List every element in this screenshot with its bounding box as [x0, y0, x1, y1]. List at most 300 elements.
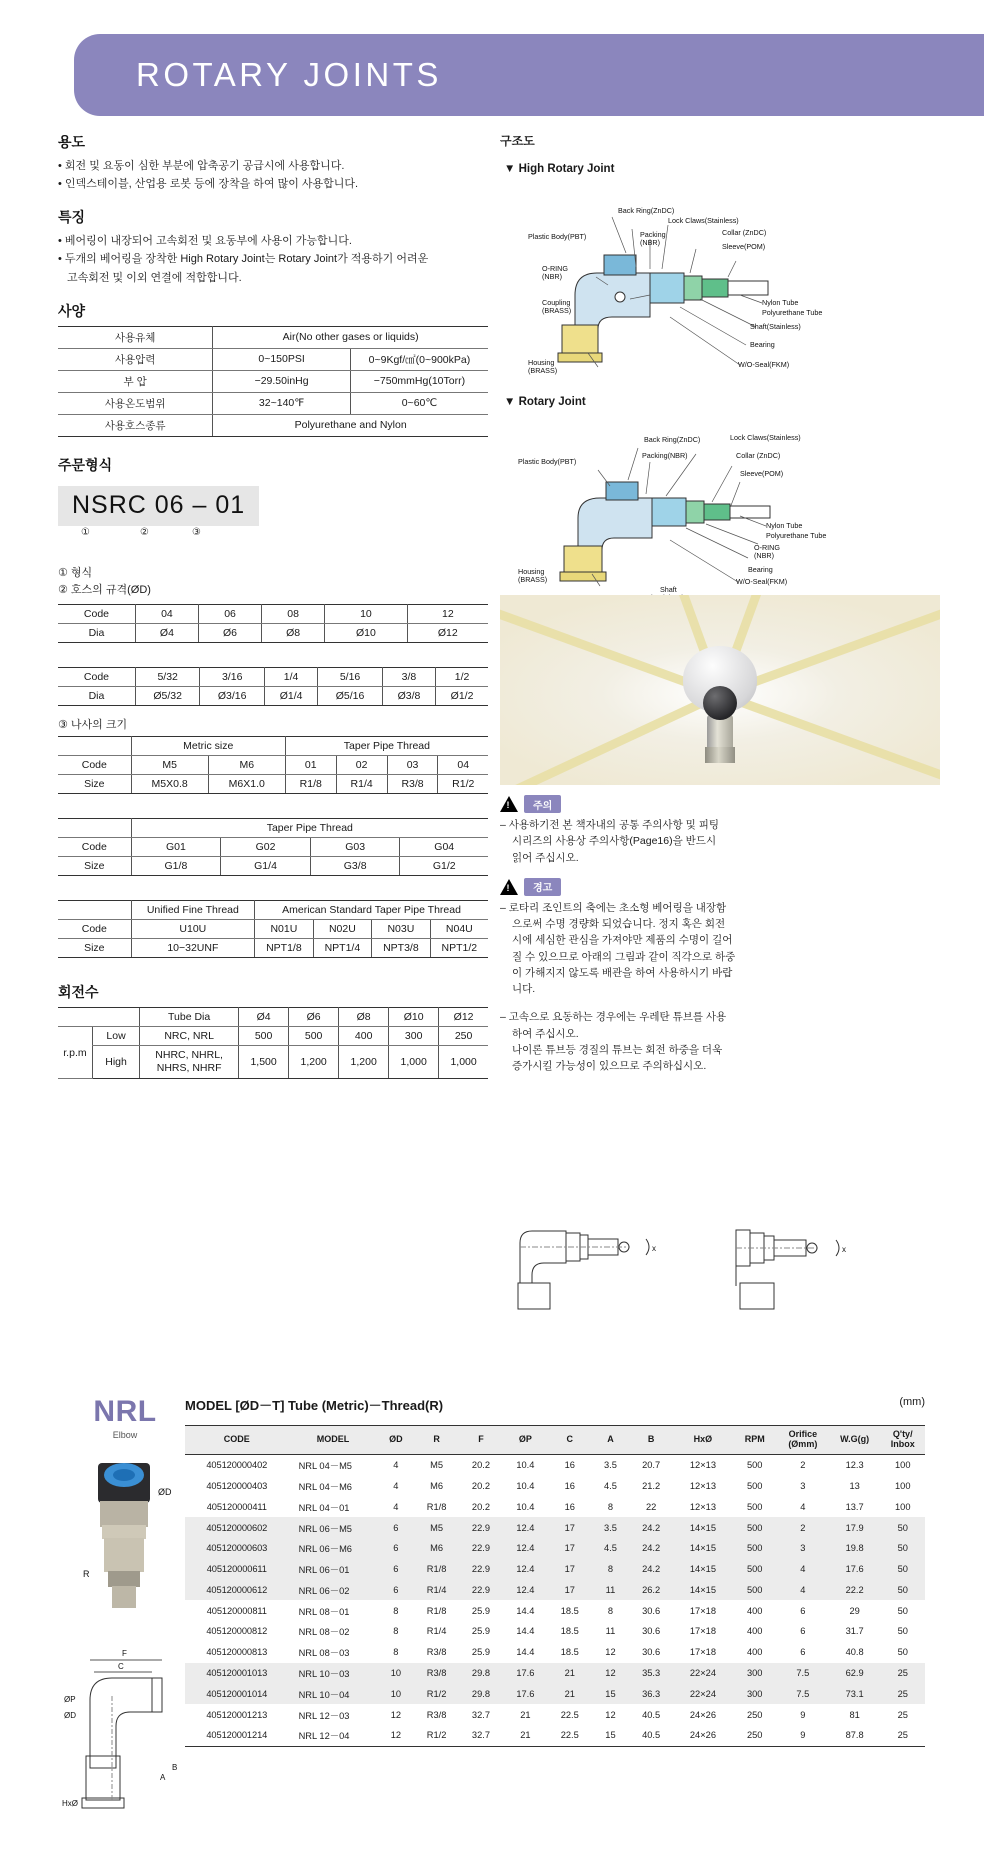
cell: Ø8 [339, 1007, 389, 1026]
cell: 10.4 [516, 1501, 535, 1512]
order-mark-3: ③ [192, 526, 201, 538]
cell: 12 [605, 1709, 616, 1720]
group-head: Taper Pipe Thread [285, 736, 488, 755]
cell-code: 405120000403 [206, 1480, 268, 1491]
cell: R1/4 [336, 774, 387, 793]
table-row [58, 604, 488, 623]
cell: 500 [733, 1579, 777, 1600]
cell: M5 [131, 755, 208, 774]
cell: R1/2 [414, 1725, 458, 1746]
usage-list [58, 157, 488, 193]
cell: 13.7 [845, 1501, 864, 1512]
spec-table [58, 326, 488, 437]
product-thumbnail [78, 1455, 188, 1620]
cell: 19.8 [829, 1538, 881, 1559]
cell: 10.4 [516, 1460, 535, 1471]
cell: 32.7 [471, 1709, 491, 1720]
rotary-joint-diagram [500, 410, 940, 600]
col-r: R [414, 1426, 458, 1455]
usage-heading: 용도 [58, 134, 86, 150]
cell: 18.5 [560, 1605, 579, 1616]
cell: 9 [800, 1709, 806, 1720]
cell-code: 405120000811 [206, 1605, 267, 1616]
cell: 04 [135, 604, 198, 623]
rotary-joint-svg [500, 410, 940, 600]
cell: 4 [393, 1501, 399, 1512]
cell: M6X1.0 [208, 774, 285, 793]
cell: 12.3 [845, 1460, 864, 1471]
cell: 20.2 [471, 1501, 491, 1512]
cell: 17.6 [503, 1663, 547, 1684]
cell: 50 [897, 1647, 908, 1658]
cell: 08 [262, 604, 325, 623]
spec-value: 0~150PSI [213, 348, 351, 370]
cell: 20.7 [642, 1460, 661, 1471]
svg-text:Collar (ZnDC): Collar (ZnDC) [722, 228, 767, 237]
cell: 40.5 [629, 1725, 673, 1746]
cell: 16 [564, 1501, 575, 1512]
cell: 16 [564, 1460, 575, 1471]
features-heading: 특징 [58, 209, 86, 226]
spec-value: 32~140℉ [213, 392, 351, 414]
group-head: Unified Fine Thread [131, 900, 255, 919]
cell-model: NRL 10－04 [289, 1683, 378, 1704]
spec-value: 0~60℃ [350, 392, 488, 414]
cell: 1,000 [439, 1045, 488, 1078]
cell: 26.2 [629, 1579, 673, 1600]
thread-g-table [58, 818, 488, 876]
high-rotary-joint-svg [500, 177, 940, 392]
table-row [58, 370, 488, 392]
col-hxo: HxØ [673, 1426, 732, 1455]
table-row [58, 938, 488, 957]
col-head: Code [58, 837, 131, 856]
cell: 29.8 [459, 1683, 503, 1704]
cell: 12.4 [503, 1559, 547, 1580]
svg-text:Polyurethane Tube: Polyurethane Tube [762, 308, 823, 317]
order-legend [58, 565, 488, 600]
cell: 500 [289, 1026, 339, 1045]
cell: 1,000 [389, 1045, 439, 1078]
cell: 300 [733, 1683, 777, 1704]
col-od: ØD [377, 1426, 414, 1455]
cell: Low [92, 1026, 139, 1045]
cell: R1/2 [414, 1683, 458, 1704]
spec-label: 사용유체 [58, 326, 213, 348]
cell: 100 [895, 1480, 911, 1491]
col-head: Code [58, 919, 131, 938]
cell: 12 [592, 1663, 629, 1684]
cell: 10−32UNF [131, 938, 255, 957]
hose-inch-table [58, 667, 488, 706]
col-head: Size [58, 856, 131, 875]
cell: 24×26 [689, 1709, 716, 1720]
table-row [58, 856, 488, 875]
cell: 22.9 [459, 1517, 503, 1538]
cell: 6 [800, 1626, 806, 1637]
cell: 50 [881, 1517, 925, 1538]
cell: 12 [377, 1725, 414, 1746]
table-row [185, 1683, 925, 1704]
warning-line: 이 가해지지 않도록 배관을 하여 사용하시기 바랍 [512, 966, 733, 979]
cell: N01U [255, 919, 314, 938]
table-row [58, 818, 488, 837]
blank-cell [58, 818, 131, 837]
cell: 17×18 [689, 1626, 716, 1637]
col-a: A [592, 1426, 629, 1455]
cell: 4 [777, 1579, 829, 1600]
cell: G3/8 [310, 856, 400, 875]
cell: 30.6 [642, 1605, 661, 1616]
cell: 14×15 [673, 1579, 732, 1600]
cell: 29 [849, 1605, 860, 1616]
col-head: Dia [58, 623, 135, 642]
cell: 12×13 [689, 1501, 716, 1512]
cell: M6 [430, 1480, 444, 1491]
cell: 2 [777, 1517, 829, 1538]
cell: 1/4 [264, 667, 317, 686]
spec-heading: 사양 [58, 302, 86, 319]
svg-text:Coupling: Coupling [542, 298, 571, 307]
cell: 04 [438, 755, 488, 774]
col-head: Code [58, 667, 135, 686]
cell: 25.9 [471, 1605, 491, 1616]
caution-text [500, 817, 940, 866]
cell: 25.9 [471, 1626, 491, 1637]
spec-value: Air(No other gases or liquids) [213, 326, 488, 348]
cell: 250 [733, 1725, 777, 1746]
svg-text:Packing(NBR): Packing(NBR) [642, 451, 688, 460]
cell: 100 [895, 1501, 911, 1512]
cell-code: 405120000603 [185, 1538, 289, 1559]
cell: 500 [746, 1480, 763, 1491]
cell: R1/8 [285, 774, 336, 793]
caution-line: 시리즈의 사용상 주의사항(Page16)을 반드시 [512, 835, 717, 848]
order-legend-1: ① 형식 [58, 566, 93, 579]
cell-model: NRL 08－02 [298, 1627, 350, 1638]
cell: 500 [733, 1538, 777, 1559]
cell: G1/8 [131, 856, 221, 875]
cell: 400 [746, 1626, 763, 1637]
cell: G03 [310, 837, 400, 856]
cell: 25 [881, 1663, 925, 1684]
col-c: C [548, 1426, 592, 1455]
cell: 1/2 [436, 667, 488, 686]
cell-model: NRL 12－03 [298, 1710, 350, 1721]
cell: 50 [881, 1538, 925, 1559]
cell: Ø5/32 [135, 686, 200, 705]
model-table-unit: (mm) [899, 1396, 925, 1408]
cell: 10 [377, 1663, 414, 1684]
cell: 06 [198, 604, 261, 623]
cell: 50 [897, 1626, 908, 1637]
cell-model: NRL 06－02 [289, 1579, 378, 1600]
table-row [58, 755, 488, 774]
cell: M5 [430, 1460, 444, 1471]
cell: 17.6 [829, 1559, 881, 1580]
cell: 18.5 [560, 1647, 579, 1658]
cell: 17 [548, 1538, 592, 1559]
table-row [58, 326, 488, 348]
cell: 14.4 [516, 1647, 535, 1658]
svg-text:B: B [172, 1763, 178, 1772]
col-head: Size [58, 938, 131, 957]
left-column [58, 132, 488, 1079]
cell: G1/2 [400, 856, 488, 875]
svg-text:O-RING: O-RING [542, 264, 568, 273]
svg-text:A: A [160, 1773, 166, 1782]
cell-code: 405120000812 [206, 1626, 268, 1637]
cell: NPT1/2 [430, 938, 488, 957]
svg-text:ØD: ØD [64, 1711, 76, 1720]
cell: G04 [400, 837, 488, 856]
table-row [185, 1704, 925, 1725]
caution-section [500, 795, 940, 1086]
cell: 25.9 [471, 1647, 491, 1658]
cell: 2 [800, 1460, 806, 1471]
cell: 25 [897, 1709, 908, 1720]
caution-line: – 사용하기전 본 책자내의 공통 주의사항 및 피팅 [500, 819, 719, 831]
cell: 12.4 [503, 1579, 547, 1600]
cell-model: NRL 12－04 [289, 1725, 378, 1746]
svg-text:Housing: Housing [518, 567, 545, 576]
group-head: Metric size [131, 736, 285, 755]
table-row [185, 1642, 925, 1663]
cell: 400 [746, 1605, 763, 1616]
cell: 31.7 [845, 1626, 864, 1637]
cell: 50 [881, 1559, 925, 1580]
svg-text:x: x [842, 1245, 846, 1254]
table-row [185, 1496, 925, 1517]
cell: 50 [881, 1579, 925, 1600]
warning-line: 시에 세심한 관심을 가져야만 제품의 수명이 길어 [512, 934, 733, 947]
cell: 02 [336, 755, 387, 774]
warning-line: 하여 주십시오. [512, 1027, 579, 1040]
cell: 4.5 [603, 1480, 617, 1491]
cell: R1/4 [426, 1626, 447, 1637]
table-row [185, 1454, 925, 1475]
cell: Ø6 [289, 1007, 339, 1026]
thread-npt-table [58, 900, 488, 958]
cell: 36.3 [629, 1683, 673, 1704]
hose-metric-table [58, 604, 488, 643]
cell: 300 [389, 1026, 439, 1045]
table-row [185, 1538, 925, 1559]
cell: R3/8 [426, 1647, 447, 1658]
cell: High [92, 1045, 139, 1078]
cell: Ø4 [135, 623, 198, 642]
cell: 6 [377, 1559, 414, 1580]
cell: 11 [592, 1579, 629, 1600]
cell: 3.5 [603, 1460, 617, 1471]
cell: 12×13 [689, 1480, 716, 1491]
cell: 3.5 [592, 1517, 629, 1538]
cell: 4 [393, 1480, 399, 1491]
svg-text:Nylon Tube: Nylon Tube [766, 521, 803, 530]
cell: 24.2 [629, 1538, 673, 1559]
fitting-illustrations [500, 1225, 940, 1345]
cell: 500 [746, 1460, 763, 1471]
spec-value: −29.50inHg [213, 370, 351, 392]
table-row [185, 1579, 925, 1600]
cell: 7.5 [777, 1683, 829, 1704]
cell: Ø12 [407, 623, 488, 642]
table-row [58, 623, 488, 642]
cell: 400 [746, 1647, 763, 1658]
cell: 4.5 [592, 1538, 629, 1559]
cell: R1/8 [426, 1501, 447, 1512]
cell: 73.1 [829, 1683, 881, 1704]
usage-item: • 회전 및 요동이 심한 부분에 압축공기 공급시에 사용합니다. [58, 160, 345, 172]
cell: 8 [607, 1605, 614, 1616]
table-row [58, 348, 488, 370]
svg-text:O-RING: O-RING [754, 543, 780, 552]
col-qty: Q'ty/ Inbox [881, 1426, 925, 1455]
svg-text:(NBR): (NBR) [754, 551, 774, 560]
svg-text:Bearing: Bearing [748, 565, 773, 574]
cell: NPT1/4 [313, 938, 372, 957]
cell: 87.8 [829, 1725, 881, 1746]
warning-header [500, 878, 940, 896]
table-row [58, 1045, 488, 1078]
cell-code: 405120000602 [185, 1517, 289, 1538]
table-row [58, 837, 488, 856]
cell-model: NRL 06－M5 [289, 1517, 378, 1538]
svg-text:(BRASS): (BRASS) [542, 306, 572, 315]
col-rpm: RPM [733, 1426, 777, 1455]
col-f: F [459, 1426, 503, 1455]
warning-line: – 고속으로 요동하는 경우에는 우레탄 튜브를 사용 [500, 1011, 727, 1024]
cell: 6 [377, 1538, 414, 1559]
col-b: B [629, 1426, 673, 1455]
feature-item: • 베어링이 내장되어 고속회전 및 요동부에 사용이 가능합니다. [58, 235, 352, 248]
cell-model: NRL 04－M5 [298, 1461, 352, 1472]
cell: 22×24 [673, 1663, 732, 1684]
svg-text:ØD: ØD [158, 1487, 172, 1497]
cell: 16 [564, 1480, 575, 1491]
cell: 21 [503, 1725, 547, 1746]
cell: Ø3/8 [382, 686, 435, 705]
cell: NPT3/8 [372, 938, 431, 957]
cell: 1,200 [339, 1045, 389, 1078]
cell: 20.2 [471, 1480, 491, 1491]
warning-line: 증가시킬 가능성이 있으므로 주의하십시오. [512, 1060, 707, 1073]
cell: 500 [733, 1517, 777, 1538]
cell: 17.6 [503, 1683, 547, 1704]
svg-text:Nylon Tube: Nylon Tube [762, 298, 799, 307]
warning-text-block-1 [500, 900, 940, 998]
warning-line: – 로타리 조인트의 축에는 초소형 베어링을 내장함 [500, 901, 727, 914]
order-mark-1: ① [81, 526, 90, 538]
cell: 15 [592, 1683, 629, 1704]
cell: 25 [881, 1725, 925, 1746]
cell: 24.2 [629, 1559, 673, 1580]
cell: NPT1/8 [255, 938, 314, 957]
cell: 1,500 [239, 1045, 289, 1078]
cell: 30.6 [642, 1626, 661, 1637]
svg-text:R: R [83, 1569, 90, 1579]
cell: 32.7 [459, 1725, 503, 1746]
svg-text:F: F [122, 1649, 127, 1658]
cell: 12×13 [689, 1460, 716, 1471]
cell: Ø5/16 [318, 686, 383, 705]
svg-text:Sleeve(POM): Sleeve(POM) [722, 242, 766, 251]
cell: Ø6 [198, 623, 261, 642]
cell: 10 [377, 1683, 414, 1704]
svg-text:Lock Claws(Stainless): Lock Claws(Stainless) [730, 433, 801, 442]
cell: 500 [733, 1559, 777, 1580]
svg-text:HxØ: HxØ [62, 1799, 78, 1808]
cell: 30.6 [642, 1647, 661, 1658]
order-legend-2: ② 호스의 규격(ØD) [58, 584, 151, 597]
svg-text:(BRASS): (BRASS) [528, 366, 558, 375]
warning-badge: 경고 [524, 878, 561, 896]
svg-text:Collar (ZnDC): Collar (ZnDC) [736, 451, 781, 460]
cell: 24.2 [629, 1517, 673, 1538]
diagram1-title: ▼ High Rotary Joint [504, 163, 615, 175]
cell: 03 [387, 755, 438, 774]
cell: 100 [895, 1460, 911, 1471]
model-data-table [185, 1425, 925, 1747]
cell-model: NRL 06－01 [289, 1559, 378, 1580]
feature-item: • 두개의 베어링을 장착한 High Rotary Joint는 Rotary Joint가 적용하기 어려운 [58, 253, 429, 266]
model-table-header [185, 1395, 925, 1415]
cell: Ø12 [439, 1007, 488, 1026]
cell-model: NRL 08－01 [298, 1606, 350, 1617]
cell: M6 [208, 755, 285, 774]
svg-text:(BRASS): (BRASS) [518, 575, 548, 584]
blank-cell [92, 1007, 139, 1026]
cell-code: 405120000612 [185, 1579, 289, 1600]
page-header-banner [74, 34, 984, 116]
cell: 8 [393, 1605, 399, 1616]
feature-item: 고속회전 및 이외 연결에 적합합니다. [67, 271, 242, 284]
cell: G02 [221, 837, 311, 856]
warning-line: 으로써 수명 경량화 되었습니다. 정지 혹은 회전 [512, 918, 726, 931]
col-code: CODE [185, 1426, 289, 1455]
cell: 40.5 [642, 1709, 661, 1720]
col-head: Code [58, 755, 131, 774]
svg-text:W/O-Seal(FKM): W/O-Seal(FKM) [736, 577, 788, 586]
cell: Ø4 [239, 1007, 289, 1026]
svg-text:Housing: Housing [528, 358, 555, 367]
cell: 62.9 [829, 1663, 881, 1684]
cell: 21 [548, 1683, 592, 1704]
cell: 22.2 [829, 1579, 881, 1600]
cell: 4 [393, 1460, 399, 1471]
cell: 11 [605, 1626, 616, 1637]
svg-text:Polyurethane Tube: Polyurethane Tube [766, 531, 827, 540]
product-name: NRL [93, 1395, 157, 1428]
svg-text:(NBR): (NBR) [542, 272, 562, 281]
cell: 14×15 [673, 1538, 732, 1559]
cell-code: 405120001214 [185, 1725, 289, 1746]
cell: 250 [746, 1709, 763, 1720]
cell: Ø3/16 [200, 686, 265, 705]
warning-text-block-2 [500, 1009, 940, 1074]
cell: Ø10 [389, 1007, 439, 1026]
product-type: Elbow [112, 1430, 138, 1440]
right-column [500, 132, 940, 600]
product-photo [500, 595, 940, 785]
diagram-label: Back Ring(ZnDC) [618, 206, 675, 215]
svg-text:W/O-Seal(FKM): W/O-Seal(FKM) [738, 360, 790, 369]
order-legend-3: ③ 나사의 크기 [58, 718, 128, 731]
cell: R1/8 [426, 1605, 447, 1616]
svg-text:Plastic Body(PBT): Plastic Body(PBT) [518, 457, 577, 466]
cell: Ø1/4 [264, 686, 317, 705]
svg-text:Sleeve(POM): Sleeve(POM) [740, 469, 784, 478]
